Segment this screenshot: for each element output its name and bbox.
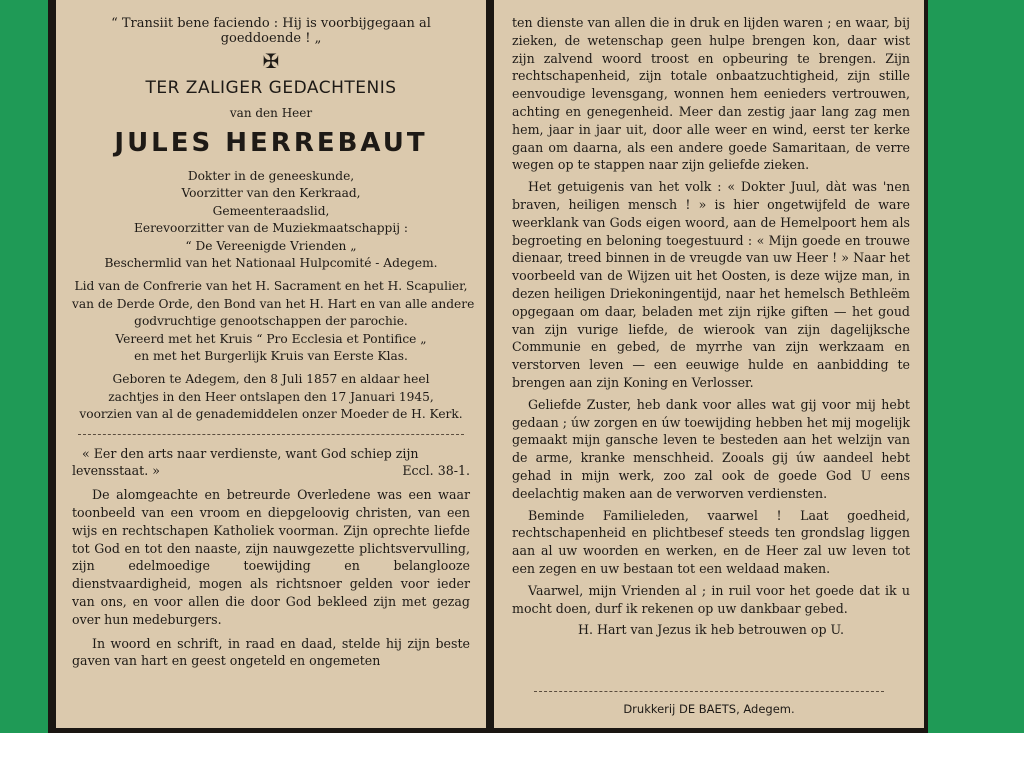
birth-line: zachtjes in den Heer ontslapen den 17 Januari 1945, [108,389,434,404]
eulogy-paragraph: Het getuigenis van het volk : « Dokter Juul, dàt was 'nen braven, heiligen mensch ! » is hier ongetwijfeld de ware weerklank van Gods eigen woord, aan de Hemelpoort hem als begroeting en beloning toegestuurd : « Mijn goede en trouwe dienaar, treed binnen in de vreugde van uw Heer ! » Naar het voorbeeld van de Wijzen uit het Oosten, is deze wijze man, in dezen heiligen Driekoningentijd, naar het hemelsch Bethleëm opgegaan om daar, beladen met zijn rijke giften — het goud van zijn vurige liefde, de wierook van zijn dagelijksche Communie en gebed, de myrrhe van zijn werkzaam en verstorven leven — een eeuwige hulde en aanbidding te brengen aan zijn Koning en Verlosser. [512,179,910,390]
eulogy-paragraph: Beminde Familieleden, vaarwel ! Laat goedheid, rechtschapenheid en plichtbesef steeds ten grondslag liggen aan al uw woorden en werken, en de Heer zal uw leven tot een zegen en uw bestaan tot een weldaad maken. [512,507,910,576]
eulogy-paragraph: ten dienste van allen die in druk en lijden waren ; en waar, bij zieken, de wetenschap geen hulpe brengen kon, daar wist zijn zalvend woord troost en opbeuring te brengen. Zijn rechtschapenheid, zijn totale onbaatzuchtigheid, zijn stille eenvoudige levensgang, wonnen hem eenieders vertrouwen, achting en genegenheid. Meer dan zestig jaar lang zag men hem, jaar in jaar uit, door alle weer en wind, eerst ter kerke gaan om daarna, als een andere goede Samaritaan, de verre wegen op te stappen naar zijn geliefde zieken. [512,15,910,173]
deceased-name: JULES HERREBAUT [114,128,428,158]
bible-quote: « Eer den arts naar verdienste, want God schiep zijn [82,445,419,461]
bible-quote-reference: Eccl. 38-1. [402,463,470,479]
heer-line: van den Heer [229,106,313,120]
left-panel [56,0,486,728]
background-strip [0,733,1024,764]
title-line: Dokter in de geneeskunde, [187,169,355,183]
title-line: Eerevoorzitter van de Muziekmaatschappij : [133,221,408,236]
bible-quote-text: levensstaat. » [72,463,160,479]
membership-line: en met het Burgerlijk Kruis van Eerste Klas. [134,349,408,364]
membership-line: Lid van de Confrerie van het H. Sacrament en het H. Scapulier, [74,279,468,294]
titles-block [72,168,475,424]
title-line: Voorzitter van den Kerkraad, [181,186,361,201]
title-line: Gemeenteraadslid, [212,203,330,218]
memorial-card [48,0,928,733]
bible-quote-end [72,462,470,480]
motto: “ Transiit bene faciendo : Hij is voorbijgegaan al goeddoende ! „ [111,16,431,46]
title-line: “ De Vereenigde Vrienden „ [185,238,357,253]
birth-line: voorzien van al de genademiddelen onzer Moeder de H. Kerk. [79,407,463,422]
cross-icon: ✠ [262,49,280,73]
eulogy-paragraph: De alomgeachte en betreurde Overledene was een waar toonbeeld van een vroom en diepgeloovig christen, van een wijs en rechtschapen Katholiek voorman. Zijn oprechte liefde tot God en tot den naaste, zijn nauwgezette plichtsvervulling, zijn edelmoedige toewijding en belanglooze dienstvaardigheid, mogen als richtsnoer gelden voor ieder van ons, en voor allen die door God bekleed zijn met gezag over hun medeburgers. [72,487,470,627]
title-line: Beschermlid van het Nationaal Hulpcomité - Adegem. [104,256,438,271]
eulogy-paragraph: In woord en schrift, in raad en daad, stelde hij zijn beste gaven van hart en geest ongeteld en ongemeten [72,635,470,669]
membership-line: van de Derde Orde, den Bond van het H. Hart en van alle andere [72,296,475,311]
membership-line: Vereerd met het Kruis “ Pro Ecclesia et Pontifice „ [115,331,427,346]
membership-line: godvruchtige genootschappen der parochie. [134,314,408,329]
memorial-heading: TER ZALIGER GEDACHTENIS [145,78,397,98]
right-panel [494,0,924,728]
closing-prayer: H. Hart van Jezus ik heb betrouwen op U. [577,622,845,638]
printer-credit: Drukkerij DE BAETS, Adegem. [623,702,795,716]
birth-line: Geboren te Adegem, den 8 Juli 1857 en aldaar heel [112,372,430,387]
divider [78,434,464,435]
eulogy-paragraph: Geliefde Zuster, heb dank voor alles wat gij voor mij hebt gedaan ; úw zorgen en úw toewijding hebben het mij mogelijk gemaakt mijn gansche leven te besteden aan het welzijn van de arme, kranke menschheid. Zooals gij úw aandeel hebt gehad in mijn werk, zoo zal ook de goede God U eens deelachtig maken aan de verworven verdiensten. [512,396,910,501]
printer-divider [534,691,884,692]
eulogy-paragraph: Vaarwel, mijn Vrienden al ; in ruil voor het goede dat ik u mocht doen, durf ik rekenen op uw dankbaar gebed. [512,582,910,616]
